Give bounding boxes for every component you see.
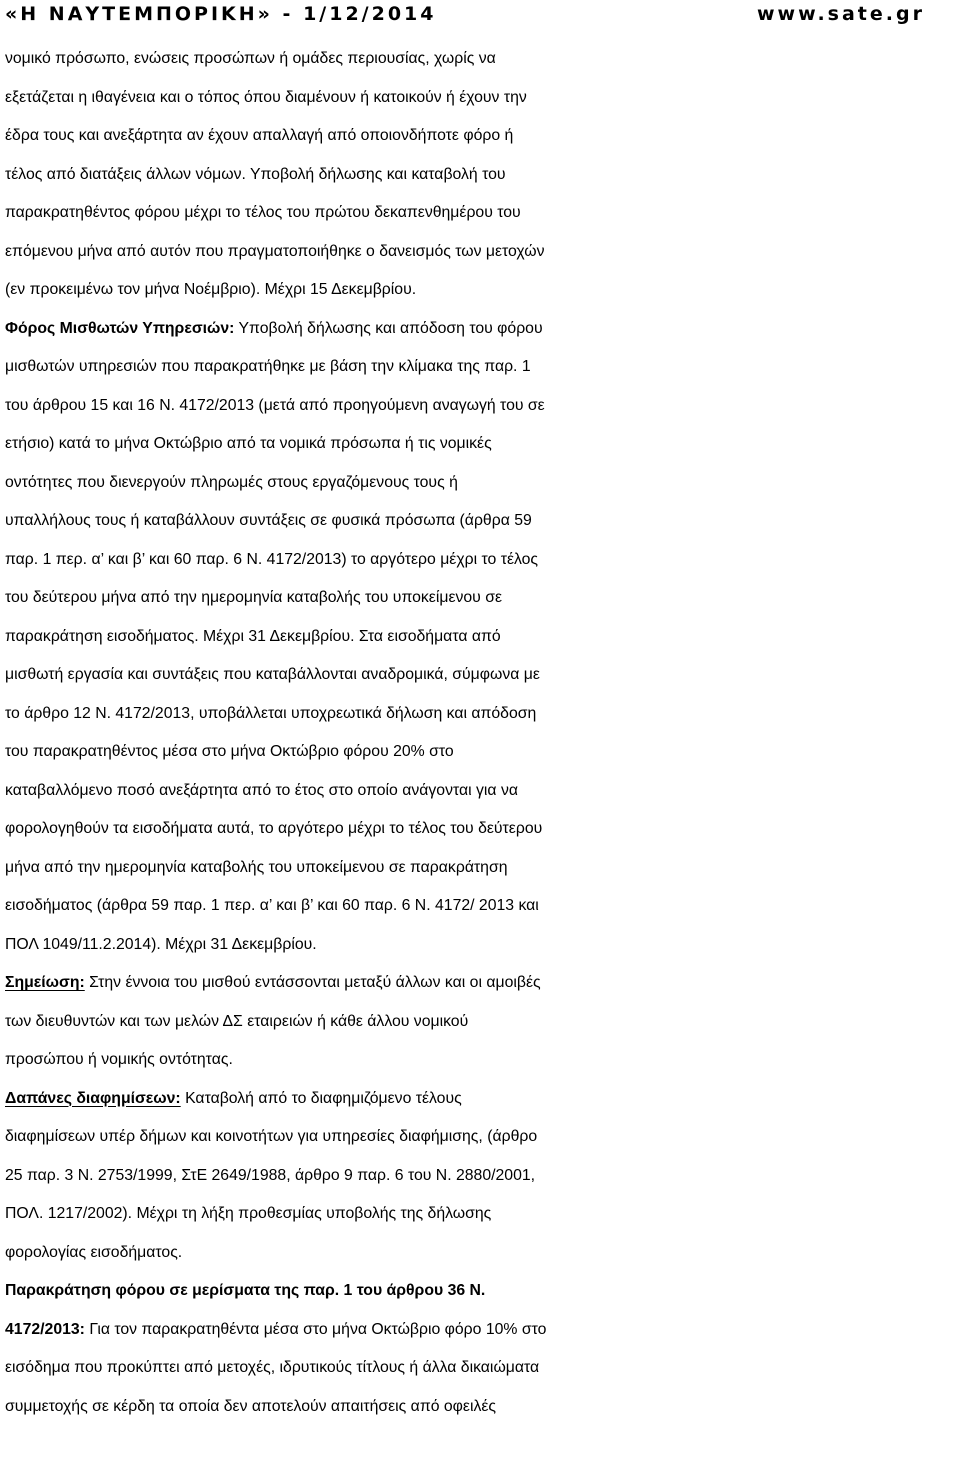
text-line	[5, 79, 960, 118]
text-line	[5, 1080, 960, 1119]
text-segment: τέλος από διατάξεις άλλων νόμων. Υποβολή δήλωσης και καταβολή του	[5, 165, 506, 183]
text-line	[5, 810, 960, 849]
heading-label: Φόρος Μισθωτών Υπηρεσιών:	[5, 319, 235, 337]
text-segment: παρακρατηθέντος φόρου μέχρι το τέλος του πρώτου δεκαπενθημέρου του	[5, 204, 521, 221]
text-line	[5, 1118, 960, 1157]
page-header	[5, 0, 960, 30]
text-segment: μισθωτών υπηρεσιών που παρακρατήθηκε με βάση την κλίμακα της παρ. 1	[5, 358, 531, 375]
text-line	[5, 1234, 960, 1273]
text-segment: του άρθρου 15 και 16 Ν. 4172/2013 (μετά από προηγούμενη αναγωγή του σε	[5, 396, 545, 414]
text-line	[5, 194, 960, 233]
text-line	[5, 1157, 960, 1196]
text-segment: του δεύτερου μήνα από την ημερομηνία καταβολής του υποκείμενου σε	[5, 589, 502, 606]
site-url: www.sate.gr	[757, 3, 925, 25]
text-segment: μισθωτή εργασία και συντάξεις που καταβάλλονται αναδρομικά, σύμφωνα με	[5, 666, 540, 683]
text-segment: νομικό πρόσωπο, ενώσεις προσώπων ή ομάδες περιουσίας, χωρίς να	[5, 50, 496, 67]
text-line	[5, 733, 960, 772]
text-line	[5, 310, 960, 349]
text-segment: (εν προκειμένω τον μήνα Νοέμβριο). Μέχρι 15 Δεκεμβρίου.	[5, 281, 417, 298]
text-line	[5, 579, 960, 618]
text-line	[5, 40, 960, 79]
text-line	[5, 618, 960, 657]
heading-label: Δαπάνες διαφημίσεων:	[5, 1089, 181, 1107]
text-segment: εξετάζεται η ιθαγένεια και ο τόπος όπου διαμένουν ή κατοικούν ή έχουν την	[5, 88, 527, 106]
text-line	[5, 387, 960, 426]
text-line	[5, 464, 960, 503]
text-segment: ΠΟΛ. 1217/2002). Μέχρι τη λήξη προθεσμίας υποβολής της δήλωσης	[5, 1205, 492, 1222]
text-line	[5, 117, 960, 156]
text-line	[5, 1388, 960, 1427]
text-segment: 25 παρ. 3 Ν. 2753/1999, ΣτΕ 2649/1988, άρθρο 9 παρ. 6 του Ν. 2880/2001,	[5, 1166, 536, 1184]
text-segment: υπαλλήλους τους ή καταβάλλουν συντάξεις σε φυσικά πρόσωπα (άρθρα 59	[5, 512, 532, 529]
text-line	[5, 926, 960, 965]
text-segment: Στην έννοια του μισθού εντάσσονται μεταξύ άλλων και οι αμοιβές	[84, 974, 541, 991]
text-line	[5, 887, 960, 926]
text-segment: ΠΟΛ 1049/11.2.2014). Μέχρι 31 Δεκεμβρίου.	[5, 935, 317, 953]
text-segment: Υποβολή δήλωσης και απόδοση του φόρου	[234, 319, 543, 337]
text-segment: παρ. 1 περ. α’ και β’ και 60 παρ. 6 Ν. 4172/2013) το αργότερο μέχρι το τέλος	[5, 550, 539, 568]
text-segment: διαφημίσεων υπέρ δήμων και κοινοτήτων για υπηρεσίες διαφήμισης, (άρθρο	[5, 1128, 538, 1145]
text-segment: φορολογηθούν τα εισοδήματα αυτά, το αργότερο μέχρι το τέλος του δεύτερου	[5, 820, 543, 837]
text-segment: εισοδήματος (άρθρα 59 παρ. 1 περ. α’ και β’ και 60 παρ. 6 Ν. 4172/ 2013 και	[5, 897, 539, 914]
heading-label: 4172/2013:	[5, 1320, 85, 1338]
heading-label: Σημείωση:	[5, 974, 85, 991]
text-line	[5, 849, 960, 888]
text-line	[5, 1311, 960, 1350]
text-segment: Καταβολή από το διαφημιζόμενο τέλους	[180, 1089, 462, 1107]
text-line	[5, 964, 960, 1003]
text-line	[5, 156, 960, 195]
text-line	[5, 425, 960, 464]
text-segment: συμμετοχής σε κέρδη τα οποία δεν αποτελούν απαιτήσεις από οφειλές	[5, 1397, 497, 1415]
text-line	[5, 1041, 960, 1080]
text-segment: ετήσιο) κατά το μήνα Οκτώβριο από τα νομικά πρόσωπα ή τις νομικές	[5, 435, 492, 452]
text-line	[5, 656, 960, 695]
text-line	[5, 1195, 960, 1234]
text-segment: Για τον παρακρατηθέντα μέσα στο μήνα Οκτώβριο φόρο 10% στο	[84, 1320, 547, 1338]
text-segment: μήνα από την ημερομηνία καταβολής του υποκείμενου σε παρακράτηση	[5, 858, 508, 876]
text-line	[5, 348, 960, 387]
text-segment: έδρα τους και ανεξάρτητα αν έχουν απαλλαγή από οποιονδήποτε φόρο ή	[5, 127, 514, 144]
text-line	[5, 541, 960, 580]
text-segment: το άρθρο 12 Ν. 4172/2013, υποβάλλεται υποχρεωτικά δήλωση και απόδοση	[5, 704, 537, 722]
text-line	[5, 772, 960, 811]
text-line	[5, 695, 960, 734]
text-segment: των διευθυντών και των μελών ΔΣ εταιρειών ή κάθε άλλου νομικού	[5, 1012, 469, 1030]
heading-label: Παρακράτηση φόρου σε μερίσματα της παρ. 1 του άρθρου 36 Ν.	[5, 1282, 486, 1299]
text-line	[5, 233, 960, 272]
text-line	[5, 1349, 960, 1388]
text-line	[5, 1272, 960, 1311]
text-segment: φορολογίας εισοδήματος.	[5, 1243, 183, 1261]
text-line	[5, 1003, 960, 1042]
newspaper-header-title: «Η ΝΑΥΤΕΜΠΟΡΙΚΗ» - 1/12/2014	[5, 3, 437, 25]
text-segment: καταβαλλόμενο ποσό ανεξάρτητα από το έτος στο οποίο ανάγονται για να	[5, 781, 518, 799]
text-line	[5, 502, 960, 541]
text-segment: του παρακρατηθέντος μέσα στο μήνα Οκτώβριο φόρου 20% στο	[5, 743, 454, 760]
text-segment: προσώπου ή νομικής οντότητας.	[5, 1051, 233, 1068]
text-segment: παρακράτηση εισοδήματος. Μέχρι 31 Δεκεμβρίου. Στα εισοδήματα από	[5, 627, 501, 645]
text-segment: εισόδημα που προκύπτει από μετοχές, ιδρυτικούς τίτλους ή άλλα δικαιώματα	[5, 1359, 540, 1376]
text-segment: οντότητες που διενεργούν πληρωμές στους εργαζόμενους τους ή	[5, 473, 458, 491]
text-line	[5, 271, 960, 310]
document-body	[5, 40, 960, 1426]
text-segment: επόμενου μήνα από αυτόν που πραγματοποιήθηκε ο δανεισμός των μετοχών	[5, 242, 545, 260]
